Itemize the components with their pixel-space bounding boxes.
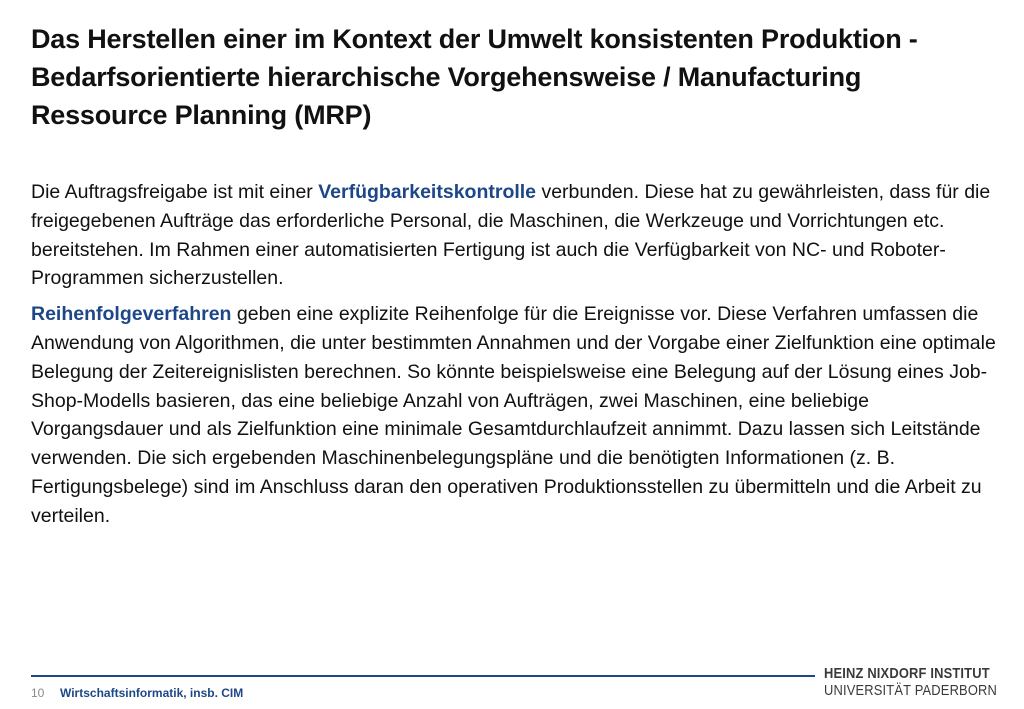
- paragraph-2-body: geben eine explizite Reihenfolge für die Ereignisse vor. Diese Verfahren umfassen die Anwendung von Algorithmen, die unter bestimmten Annahmen und der Vorgabe einer Zielfunktion eine optimale Belegung der Zeitereignislisten berechnen. So könnte beispielsweise eine Belegung auf der Lösung eines Job-Shop-Modells basieren, das eine beliebige Anzahl von Aufträgen, zwei Maschinen, eine beliebige Vorgangsdauer und als Zielfunktion eine minimale Gesamtdurchlaufzeit annimmt. Dazu lassen sich Leitstände verwenden. Die sich ergebenden Maschinenbelegungspläne und die benötigten Informationen (z. B. Fertigungsbelege) sind im Anschluss daran den operativen Produktionsstellen zu übermitteln und die Arbeit zu verteilen.: [31, 303, 996, 527]
- course-label: Wirtschaftsinformatik, insb. CIM: [60, 686, 244, 700]
- logo-university-name: UNIVERSITÄT PADERBORN: [824, 682, 998, 699]
- paragraph-verfuegbarkeitskontrolle: [31, 178, 1001, 293]
- keyword-reihenfolgeverfahren: Reihenfolgeverfahren: [31, 303, 232, 326]
- paragraph-1-intro: Die Auftragsfreigabe ist mit einer: [31, 181, 319, 203]
- paragraph-reihenfolgeverfahren: [31, 300, 1001, 530]
- institute-logo: [824, 665, 1002, 699]
- page-number: 10: [31, 686, 45, 700]
- keyword-verfuegbarkeitskontrolle: Verfügbarkeitskontrolle: [318, 181, 537, 203]
- slide-title: Das Herstellen einer im Kontext der Umwelt konsistenten Produktion - Bedarfsorientierte hierarchische Vorgehensweise / Manufacturing Ressource Planning (MRP): [31, 24, 918, 130]
- paragraph-1-body: verbunden. Diese hat zu gewährleisten, dass für die freigegebenen Aufträge das erforderliche Personal, die Maschinen, die Werkzeuge und Vorrichtungen etc. bereitstehen. Im Rahmen einer automatisierten Fertigung ist auch die Verfügbarkeit von NC- und Roboter-Programmen sicherzustellen.: [31, 181, 991, 290]
- logo-institute-name: HEINZ NIXDORF INSTITUT: [824, 665, 990, 682]
- slide-content: [31, 178, 1001, 531]
- footer-divider: [31, 675, 815, 677]
